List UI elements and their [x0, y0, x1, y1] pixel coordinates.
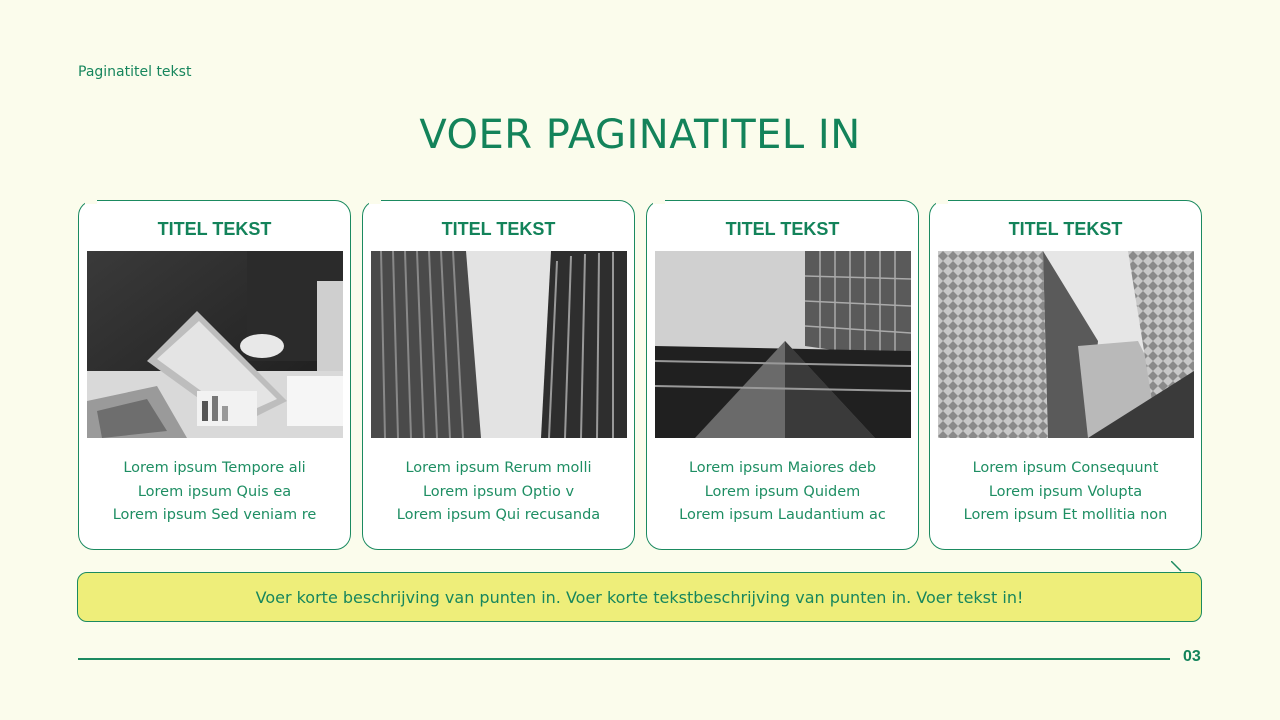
card-text — [363, 457, 634, 528]
skyscraper-facade-photo — [371, 251, 627, 438]
card-line: Lorem ipsum Optio v — [422, 483, 575, 500]
card — [929, 200, 1202, 550]
card-line: Lorem ipsum Et mollitia non — [963, 507, 1168, 523]
callout-tick-icon — [1171, 561, 1187, 573]
card-text — [930, 457, 1201, 528]
card-line: Lorem ipsum Quis ea — [137, 483, 292, 500]
card-line: Lorem ipsum Rerum molli — [405, 460, 592, 476]
banner-text: Voer korte beschrijving van punten in. Voer korte tekstbeschrijving van punten in. Voer tekst in! — [255, 587, 1024, 607]
business-documents-photo — [87, 251, 343, 438]
card — [646, 200, 919, 550]
card-line: Lorem ipsum Tempore ali — [123, 460, 306, 476]
card-title: TITEL TEKST — [725, 219, 840, 239]
description-banner — [77, 572, 1202, 622]
card-title: TITEL TEKST — [157, 219, 272, 239]
card-line: Lorem ipsum Consequunt — [972, 460, 1159, 476]
card-line: Lorem ipsum Maiores deb — [688, 460, 877, 476]
footer-divider — [78, 658, 1170, 660]
card-line: Lorem ipsum Qui recusanda — [396, 507, 601, 523]
page-label: Paginatitel tekst — [78, 64, 192, 80]
card-title: TITEL TEKST — [441, 219, 556, 239]
card — [78, 200, 351, 550]
card-text — [79, 457, 350, 528]
page-number: 03 — [1183, 648, 1201, 665]
card-line: Lorem ipsum Laudantium ac — [679, 507, 886, 523]
card — [362, 200, 635, 550]
card-line: Lorem ipsum Quidem — [704, 483, 861, 500]
page-title: VOER PAGINATITEL IN — [419, 112, 861, 158]
card-line: Lorem ipsum Volupta — [988, 483, 1143, 500]
card-line: Lorem ipsum Sed veniam re — [112, 507, 317, 523]
diamond-pattern-towers-photo — [938, 251, 1194, 438]
card-text — [647, 457, 918, 528]
card-title: TITEL TEKST — [1008, 219, 1123, 239]
card-row — [78, 200, 1202, 550]
glass-building-photo — [655, 251, 911, 438]
